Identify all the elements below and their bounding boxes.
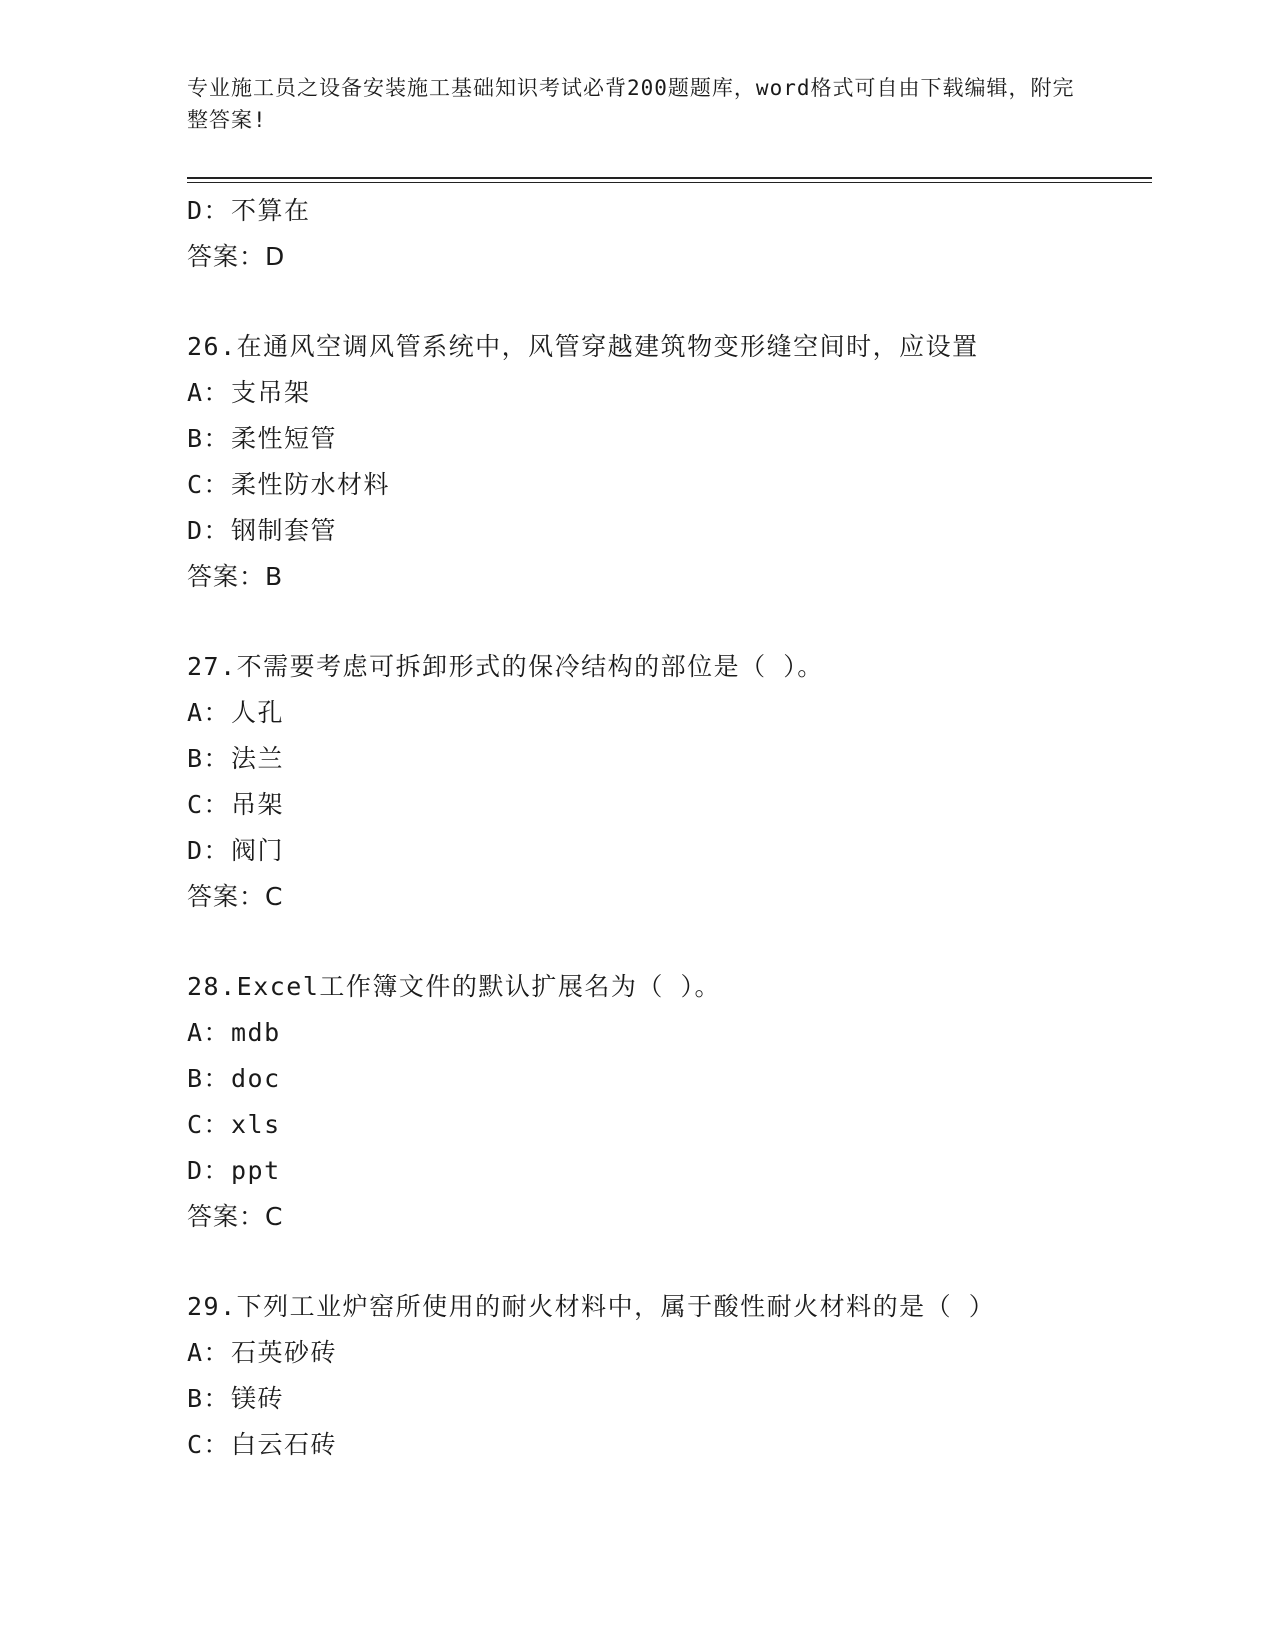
option-line <box>187 828 1152 874</box>
option-text: 不算在 <box>231 196 311 225</box>
option-text: 钢制套管 <box>231 516 338 545</box>
option-key: A： <box>187 1338 231 1367</box>
option-text: 柔性短管 <box>231 424 338 453</box>
option-line <box>187 1102 1152 1148</box>
option-key: B： <box>187 1064 231 1093</box>
option-text: ppt <box>231 1156 281 1185</box>
answer-label: 答案： <box>187 242 266 271</box>
option-text: doc <box>231 1064 281 1093</box>
option-text: 人孔 <box>231 698 285 727</box>
option-line <box>187 1148 1152 1194</box>
header-divider <box>187 177 1152 183</box>
option-text: 白云石砖 <box>231 1430 338 1459</box>
option-key: D： <box>187 516 231 545</box>
option-line <box>187 508 1152 554</box>
answer-label: 答案： <box>187 1202 266 1231</box>
option-text: 镁砖 <box>231 1384 285 1413</box>
option-key: C： <box>187 1430 231 1459</box>
option-line <box>187 1422 1152 1468</box>
question-text: 27.不需要考虑可拆卸形式的保冷结构的部位是（ ）。 <box>187 652 824 681</box>
option-key: D： <box>187 196 231 225</box>
option-line <box>187 736 1152 782</box>
option-text: 石英砂砖 <box>231 1338 338 1367</box>
option-key: B： <box>187 1384 231 1413</box>
option-key: B： <box>187 744 231 773</box>
document-header <box>187 72 1077 136</box>
option-line <box>187 1010 1152 1056</box>
option-text: 阀门 <box>231 836 285 865</box>
answer-value: B <box>265 562 284 591</box>
question-list <box>187 188 1152 1468</box>
option-key: A： <box>187 698 231 727</box>
document-title: 专业施工员之设备安装施工基础知识考试必背200题题库，word格式可自由下载编辑，附完整答案! <box>187 76 1075 132</box>
answer-value: C <box>265 1202 284 1231</box>
answer-line <box>187 234 1152 280</box>
option-line <box>187 462 1152 508</box>
option-line <box>187 1376 1152 1422</box>
answer-label: 答案： <box>187 882 266 911</box>
answer-value: C <box>265 882 284 911</box>
option-line <box>187 1330 1152 1376</box>
question-text: 28.Excel工作簿文件的默认扩展名为（ ）。 <box>187 972 721 1001</box>
option-key: C： <box>187 1110 231 1139</box>
answer-line <box>187 554 1152 600</box>
option-key: B： <box>187 424 231 453</box>
option-line <box>187 416 1152 462</box>
answer-line <box>187 1194 1152 1240</box>
option-line <box>187 782 1152 828</box>
option-key: D： <box>187 1156 231 1185</box>
option-text: 吊架 <box>231 790 285 819</box>
option-key: A： <box>187 378 231 407</box>
answer-label: 答案： <box>187 562 266 591</box>
option-text: xls <box>231 1110 281 1139</box>
option-text: 柔性防水材料 <box>231 470 391 499</box>
option-line <box>187 1056 1152 1102</box>
option-text: mdb <box>231 1018 281 1047</box>
option-text: 支吊架 <box>231 378 311 407</box>
option-line <box>187 188 1152 234</box>
option-key: C： <box>187 790 231 819</box>
option-key: C： <box>187 470 231 499</box>
option-key: D： <box>187 836 231 865</box>
question-text: 26.在通风空调风管系统中，风管穿越建筑物变形缝空间时，应设置 <box>187 332 979 361</box>
option-key: A： <box>187 1018 231 1047</box>
answer-line <box>187 874 1152 920</box>
question-text: 29.下列工业炉窑所使用的耐火材料中，属于酸性耐火材料的是（ ） <box>187 1292 996 1321</box>
option-line <box>187 690 1152 736</box>
option-text: 法兰 <box>231 744 285 773</box>
option-line <box>187 370 1152 416</box>
answer-value: D <box>265 242 286 271</box>
